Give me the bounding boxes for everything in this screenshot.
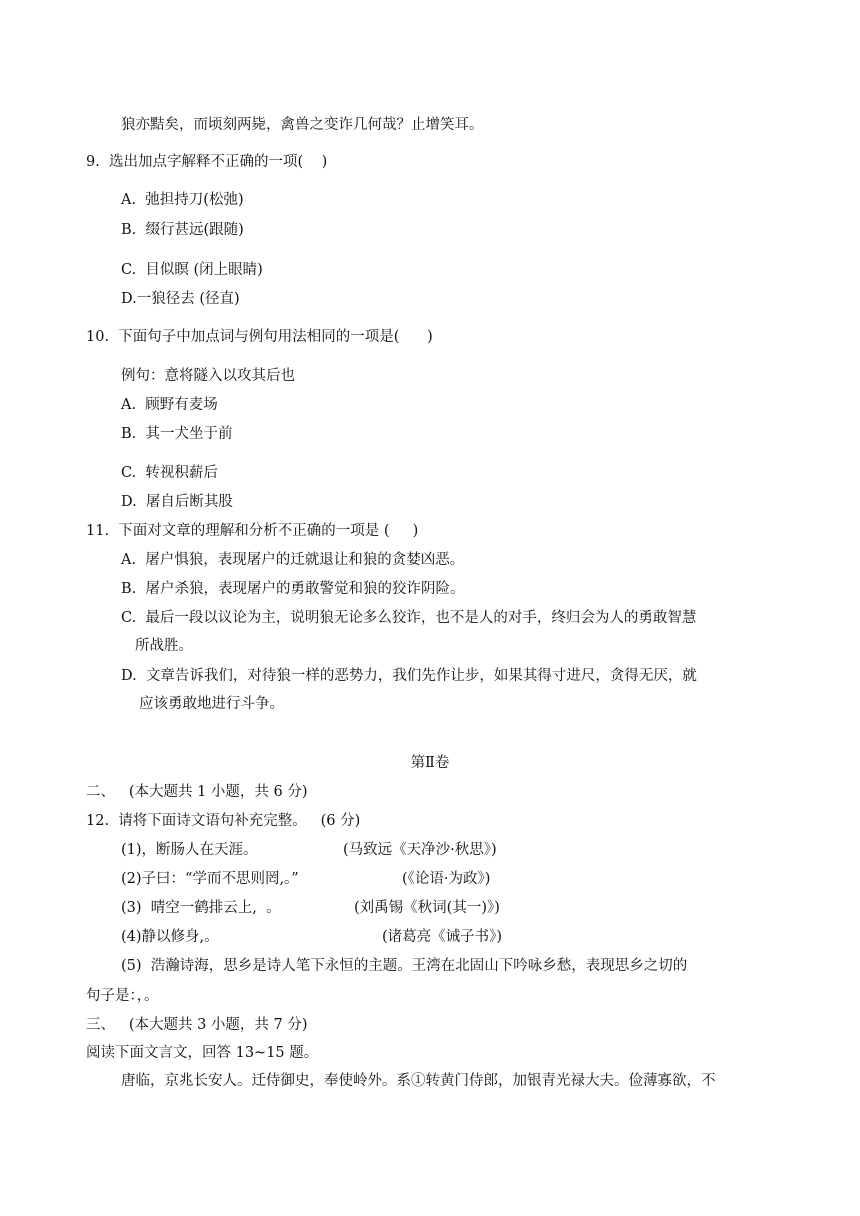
q11-option-b: B. 屠户杀狼，表现屠户的勇敢警觉和狼的狡诈阴险。: [121, 581, 465, 597]
q11-stem: 11. 下面对文章的理解和分析不正确的一项是 ( ): [86, 523, 419, 539]
q12-item-5-cont: 句子是：，。: [86, 988, 159, 1004]
q9-option-c: C. 目似瞑 (闭上眼睛): [121, 262, 263, 278]
q11-option-c-cont: 所战胜。: [135, 638, 193, 654]
q10-option-a: A. 顾野有麦场: [121, 397, 218, 413]
q9-stem: 9. 选出加点字解释不正确的一项( ): [86, 154, 328, 170]
q10-option-c: C. 转视积薪后: [121, 465, 218, 481]
q12-stem: 12. 请将下面诗文语句补充完整。 (6 分): [86, 813, 361, 829]
section3-heading: 三、 (本大题共 3 小题，共 7 分): [86, 1017, 308, 1033]
q12-item-1: (1)，断肠人在天涯。: [121, 842, 258, 858]
q12-item-1-source: (马致远《天净沙·秋思》): [343, 842, 497, 858]
q12-item-3: (3) 晴空一鹤排云上, 。: [121, 900, 281, 916]
q10-stem: 10. 下面句子中加点词与例句用法相同的一项是( ): [86, 329, 433, 345]
q9-option-a: A. 弛担持刀(松弛): [121, 192, 244, 208]
q12-item-5: (5) 浩瀚诗海，思乡是诗人笔下永恒的主题。王湾在北固山下吟咏乡愁，表现思乡之切的: [121, 958, 688, 974]
q10-option-d: D. 屠自后断其股: [121, 494, 233, 510]
q12-item-4: (4)静以修身,。: [121, 929, 219, 945]
section3-instruction: 阅读下面文言文，回答 13~15 题。: [86, 1045, 319, 1061]
q12-item-4-source: (诸葛亮《诫子书》): [382, 929, 503, 945]
q10-option-b: B. 其一犬坐于前: [121, 426, 233, 442]
q10-example: 例句：意将隧入以攻其后也: [121, 368, 295, 384]
q11-option-c: C. 最后一段以议论为主，说明狼无论多么狡诈，也不是人的对手，终归会为人的勇敢智慧: [121, 610, 697, 626]
volume-title: 第Ⅱ卷: [410, 755, 450, 771]
q11-option-a: A. 屠户惧狼，表现屠户的迁就退让和狼的贪婪凶恶。: [121, 552, 465, 568]
q12-item-2-source: (《论语·为政》): [402, 871, 491, 887]
q12-item-2: (2)子曰：“学而不思则罔,。”: [121, 871, 299, 887]
q12-item-3-source: (刘禹锡《秋词(其一)》): [354, 900, 500, 916]
q11-option-d-cont: 应该勇敢地进行斗争。: [139, 696, 284, 712]
q9-option-b: B. 缀行甚远(跟随): [121, 222, 244, 238]
q9-option-d: D.一狼径去 (径直): [121, 291, 240, 307]
passage-start: 唐临，京兆长安人。迁侍御史，奉使岭外。系①转黄门侍郎，加银青光禄大夫。俭薄寡欲，不: [121, 1073, 716, 1089]
section2-heading: 二、 (本大题共 1 小题，共 6 分): [86, 784, 308, 800]
q11-option-d: D. 文章告诉我们，对待狼一样的恶势力，我们先作让步，如果其得寸进尺，贪得无厌，就: [121, 668, 697, 684]
passage-tail: 狼亦黠矣，而顷刻两毙，禽兽之变诈几何哉？止增笑耳。: [121, 117, 484, 133]
